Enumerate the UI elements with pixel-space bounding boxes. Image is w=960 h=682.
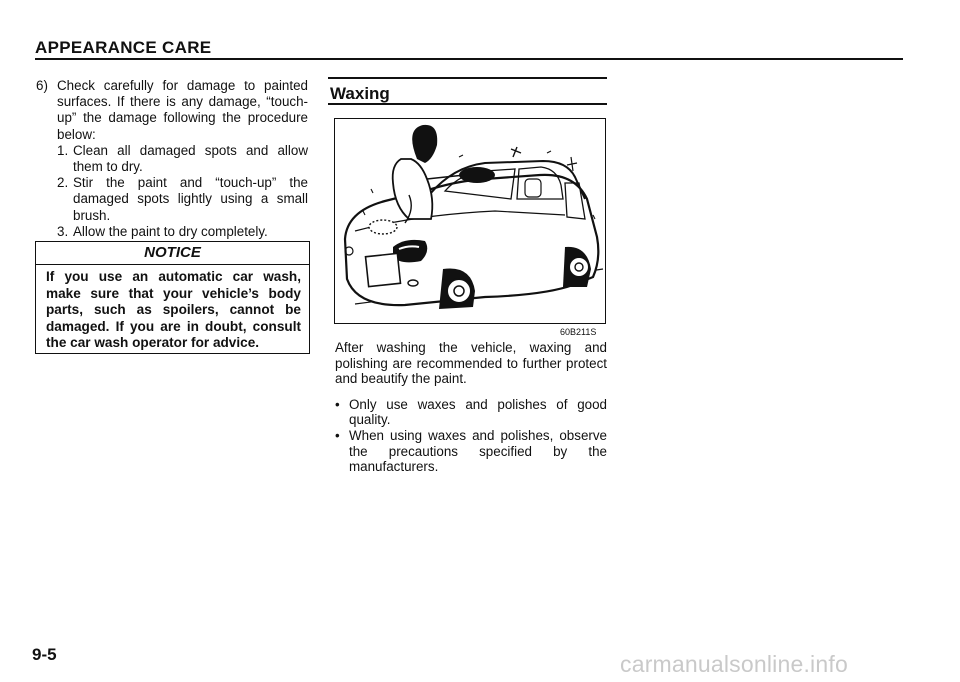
bullet-mark: • bbox=[335, 396, 340, 412]
notice-title: NOTICE bbox=[36, 242, 309, 265]
notice-box bbox=[35, 241, 310, 354]
waxing-paragraph: After washing the vehicle, waxing and polishing are recommended to further protect and beautify the paint. bbox=[335, 340, 607, 387]
bullet-text: When using waxes and polishes, observe the precautions specified by the manufacturers. bbox=[349, 427, 607, 475]
section-rule-top bbox=[328, 77, 607, 79]
step-number: 2. bbox=[57, 175, 69, 191]
watermark: carmanualsonline.info bbox=[620, 651, 848, 677]
header-rule bbox=[35, 58, 903, 60]
bullet-mark: • bbox=[335, 427, 340, 443]
waxing-section-title: Waxing bbox=[330, 84, 390, 103]
section-header-title: APPEARANCE CARE bbox=[35, 38, 212, 57]
bullet-item bbox=[335, 397, 607, 428]
step-number: 3. bbox=[57, 223, 69, 239]
section-rule-bottom bbox=[328, 103, 607, 105]
step-number: 1. bbox=[57, 142, 69, 158]
step-item bbox=[57, 224, 308, 240]
item-text: Check carefully for damage to painted surfaces. If there is any damage, “touch-up” the damage following the procedure below: bbox=[57, 78, 308, 142]
bullet-text: Only use waxes and polishes of good quality. bbox=[349, 396, 607, 428]
waxing-text bbox=[335, 340, 607, 475]
step-text: Allow the paint to dry completely. bbox=[73, 223, 268, 239]
step-text: Stir the paint and “touch-up” the damaged spots lightly using a small brush. bbox=[73, 175, 308, 223]
list-item bbox=[36, 78, 308, 240]
page-number: 9-5 bbox=[32, 645, 57, 664]
item-body bbox=[57, 78, 308, 240]
bullet-item bbox=[335, 428, 607, 475]
steps-list bbox=[57, 143, 308, 240]
step-text: Clean all damaged spots and allow them to dry. bbox=[73, 142, 308, 175]
notice-text: If you use an automatic car wash, make sure that your vehicle’s body parts, such as spoilers, cannot be damaged. If you are in doubt, consult the car wash operator for advice. bbox=[46, 269, 301, 350]
figure-code: 60B211S bbox=[560, 327, 597, 337]
car-waxing-illustration bbox=[335, 119, 605, 323]
item-number: 6) bbox=[36, 78, 48, 93]
step-item bbox=[57, 143, 308, 175]
step-item bbox=[57, 175, 308, 224]
touch-up-instructions bbox=[36, 78, 308, 240]
waxing-illustration bbox=[334, 118, 606, 324]
waxing-bullets bbox=[335, 397, 607, 475]
